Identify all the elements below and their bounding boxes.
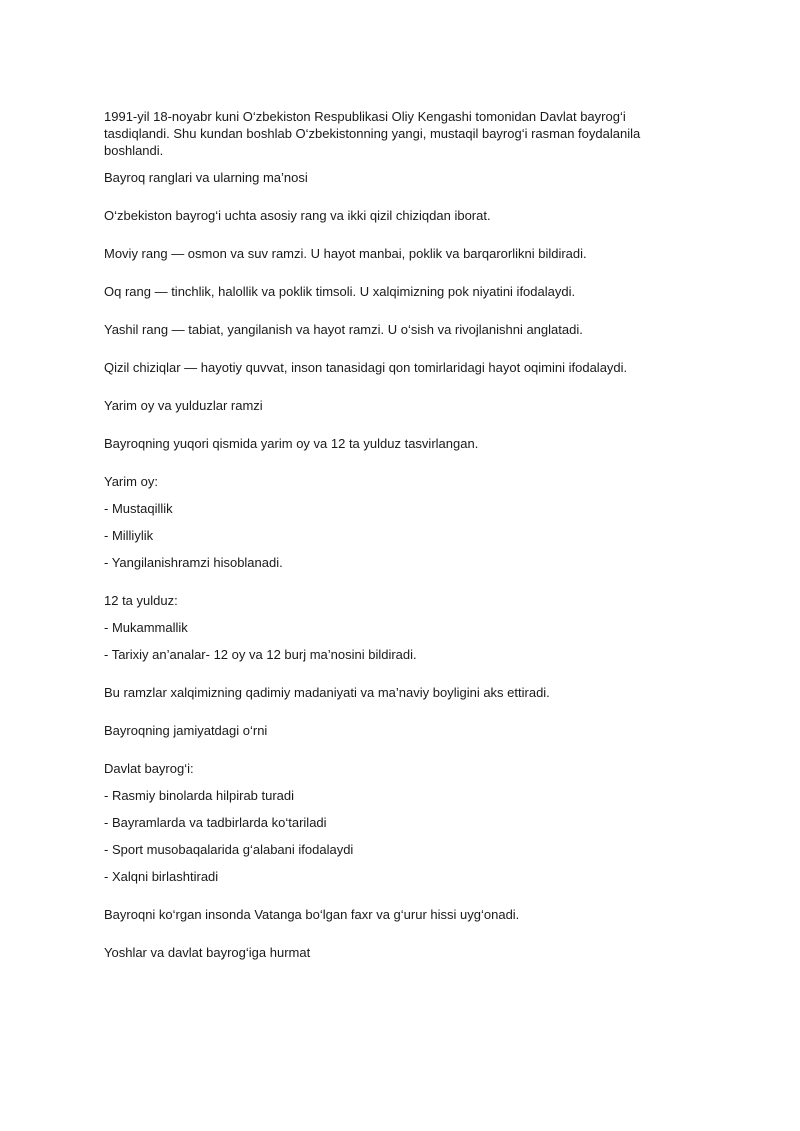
youth-heading: Yoshlar va davlat bayrog‘iga hurmat bbox=[104, 945, 311, 960]
list-item: - Sport musobaqalarida g‘alabani ifodalaydi bbox=[104, 842, 354, 857]
list-item: - Bayramlarda va tadbirlarda ko‘tariladi bbox=[104, 815, 327, 830]
color-white-paragraph: Oq rang — tinchlik, halollik va poklik timsoli. U xalqimizning pok niyatini ifodalaydi. bbox=[104, 284, 576, 299]
symbols-heading: Yarim oy va yulduzlar ramzi bbox=[104, 398, 263, 413]
list-item: - Milliylik bbox=[104, 528, 154, 543]
moon-label: Yarim oy: bbox=[104, 474, 158, 489]
list-item: - Yangilanishramzi hisoblanadi. bbox=[104, 555, 283, 570]
intro-paragraph: 1991-yil 18-noyabr kuni O‘zbekiston Respublikasi Oliy Kengashi tomonidan Davlat bayrog‘i tasdiqlandi. Shu kundan boshlab O‘zbekistonning yangi, mustaqil bayrog‘i rasman foydalanila boshlandi. bbox=[104, 109, 641, 158]
list-item: - Rasmiy binolarda hilpirab turadi bbox=[104, 788, 295, 803]
color-blue-paragraph: Moviy rang — osmon va suv ramzi. U hayot manbai, poklik va barqarorlikni bildiradi. bbox=[104, 246, 587, 261]
society-outro: Bayroqni ko‘rgan insonda Vatanga bo‘lgan faxr va g‘urur hissi uyg‘onadi. bbox=[104, 907, 520, 922]
list-item: - Tarixiy an’analar- 12 oy va 12 burj ma’nosini bildiradi. bbox=[104, 647, 417, 662]
list-item: - Mustaqillik bbox=[104, 501, 173, 516]
stars-label: 12 ta yulduz: bbox=[104, 593, 178, 608]
color-green-paragraph: Yashil rang — tabiat, yangilanish va hayot ramzi. U o‘sish va rivojlanishni anglatadi. bbox=[104, 322, 583, 337]
colors-intro: O‘zbekiston bayrog‘i uchta asosiy rang va ikki qizil chiziqdan iborat. bbox=[104, 208, 491, 223]
list-item: - Mukammallik bbox=[104, 620, 188, 635]
flag-label: Davlat bayrog‘i: bbox=[104, 761, 194, 776]
symbols-intro: Bayroqning yuqori qismida yarim oy va 12 ta yulduz tasvirlangan. bbox=[104, 436, 479, 451]
document-page bbox=[104, 108, 674, 982]
society-heading: Bayroqning jamiyatdagi o‘rni bbox=[104, 723, 268, 738]
color-red-paragraph: Qizil chiziqlar — hayotiy quvvat, inson tanasidagi qon tomirlaridagi hayot oqimini ifodalaydi. bbox=[104, 360, 628, 375]
symbols-outro: Bu ramzlar xalqimizning qadimiy madaniyati va ma’naviy boyligini aks ettiradi. bbox=[104, 685, 550, 700]
list-item: - Xalqni birlashtiradi bbox=[104, 869, 219, 884]
colors-heading: Bayroq ranglari va ularning ma’nosi bbox=[104, 170, 308, 185]
